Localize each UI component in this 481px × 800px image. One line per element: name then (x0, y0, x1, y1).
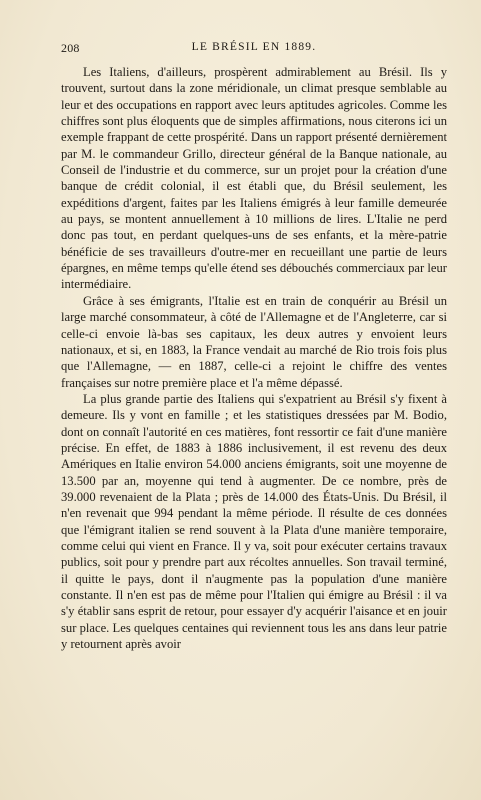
running-title: LE BRÉSIL EN 1889. (191, 41, 317, 53)
page-number: 208 (61, 41, 80, 55)
paragraph-market-conquest: Grâce à ses émigrants, l'Italie est en train de conquérir au Brésil un large marché consommateur, à côté de l'Allemagne et de l'Angleterre, car si celle-ci envoie là-bas ses capitaux, les deux autres y envoient leurs nationaux, et si, en 1883, la France vendait au marché de Rio trois fois plus que l'Allemagne, — en 1887, celle-ci a rejoint le chiffre des ventes françaises sur notre première place et l'a même dépassé. (61, 293, 447, 390)
running-header (61, 41, 447, 55)
paragraph-italian-prosperity: Les Italiens, d'ailleurs, prospèrent admirablement au Brésil. Ils y trouvent, surtout dans la zone méridionale, un climat presque semblable au leur et des occupations en rapport avec leurs aptitudes agricoles. Comme les chiffres sont plus éloquents que de simples affirmations, nous citerons ici un exemple frappant de cette prospérité. Dans un rapport présenté dernièrement par M. le commandeur Grillo, directeur général de la Banque nationale, au Conseil de l'industrie et du commerce, sur un projet pour la création d'une banque de crédit colonial, il est établi que, du Brésil seulement, les expéditions d'argent, faites par les Italiens émigrés à leur famille demeurée au pays, se montent annuellement à 10 millions de lires. L'Italie ne perd donc pas tout, en perdant quelques-uns de ses enfants, et la mère-patrie bénéficie de ses travailleurs d'outre-mer en recueillant une partie de leurs épargnes, en même temps qu'elle étend ses débouchés commerciaux par leur intermédiaire. (61, 65, 447, 292)
paragraph-emigration-statistics: La plus grande partie des Italiens qui s'expatrient au Brésil s'y fixent à demeure. Ils y vont en famille ; et les statistiques dressées par M. Bodio, dont on connaît l'autorité en ces matières, font ressortir ce fait d'une manière précise. En effet, de 1883 à 1886 inclusivement, il est revenu des deux Amériques en Italie environ 54.000 anciens émigrants, soit une moyenne de 13.500 par an, moyenne qui tend à augmenter. De ce nombre, près de 39.000 revenaient de la Plata ; près de 14.000 des États-Unis. Du Brésil, il n'en revenait que 994 pendant la même période. Il résulte de ces données que l'émigrant italien se rend souvent à la Plata d'une manière temporaire, comme celui qui vient en France. Il y va, soit pour exécuter certains travaux publics, soit pour y prendre part aux récoltes annuelles. Son travail terminé, il quitte le pays, dont il n'augmente pas la population d'une manière constante. Il n'en est pas de même pour l'Italien qui émigre au Brésil : il va s'y établir sans esprit de retour, pour essayer d'y acquérir l'aisance et en jouir sur place. Les quelques centaines qui reviennent tous les ans dans leur patrie y retournent après avoir (61, 391, 447, 652)
body-text (61, 64, 447, 652)
